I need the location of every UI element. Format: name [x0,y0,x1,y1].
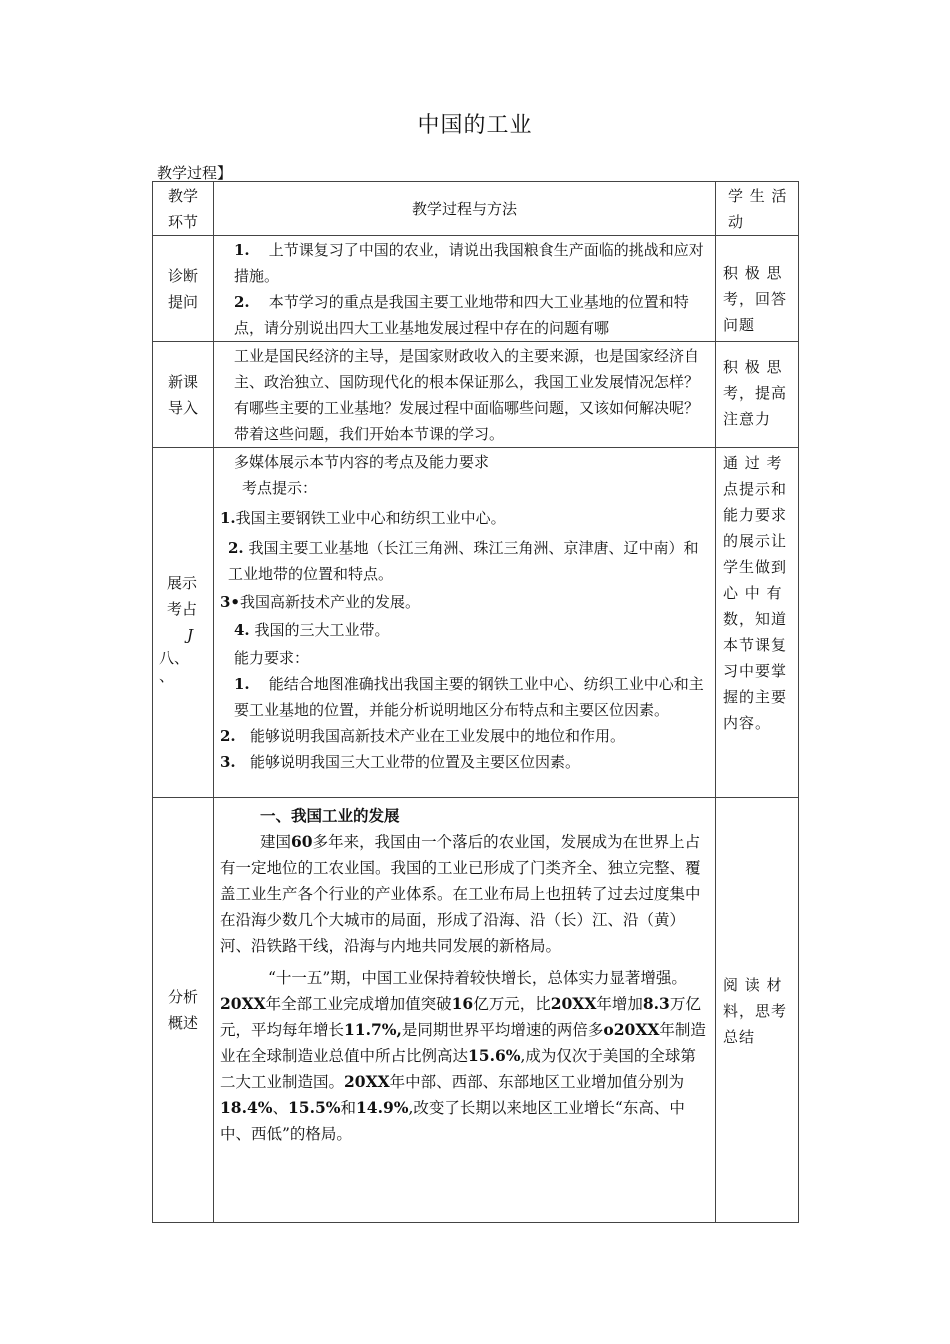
activity-cell [716,236,799,342]
activity-text: 积 极 思考，回答问题 [723,264,788,334]
process-cell [214,342,716,448]
display-intro: 多媒体展示本节内容的考点及能力要求 [234,453,490,471]
stage-label: 分析概述 [167,988,198,1032]
nengli-2 [220,723,709,749]
kaodian-2 [220,535,709,587]
p2-a: “十一五”期，中国工业保持着较快增长，总体实力显著增强。 [268,969,687,987]
p2-l: o20XX [603,1020,660,1039]
kaodian-4-text: 我国的三大工业带。 [249,621,390,639]
nengli-1 [220,671,709,723]
question-2-text: 本节学习的重点是我国主要工业地带和四大工业基地的位置和特点，请分别说出四大工业基地发展过程中存在的问题有哪 [234,293,689,337]
kaodian-1-number: 1. [220,509,236,527]
header-stage [153,182,214,236]
p2-u: 和 [340,1099,356,1117]
p2-j: 11.7%, [344,1020,402,1039]
p2-c: 年全部工业完成增加值突破 [265,995,452,1013]
p2-i: 万亿元，平均每年增长 [220,995,701,1039]
kaodian-3-number: 3• [220,593,241,611]
header-activity: 学 生 活动 [716,182,799,236]
kaodian-3-text: 我国高新技术产业的发展。 [240,593,421,611]
p2-q: 年中部、西部、东部地区工业增加值分别为 [389,1073,685,1091]
question-1 [220,237,709,289]
p2-h: 8.3 [642,994,670,1013]
process-cell [214,236,716,342]
table-header-row [153,182,799,236]
question-2 [220,289,709,341]
activity-text: 积 极 思考，提高注意力 [723,358,788,428]
p2-r: 18.4% [220,1098,273,1117]
p1-c: 多年来，我国由一个落后的农业国，发展成为在世界上占有一定地位的工农业国。我国的工业已形成了门类齐全、独立完整、覆盖工业生产各个行业的产业体系。在工业布局上也扭转了过去过度集中在沿海少数几个大城市的局面，形成了沿海、沿（长）江、沿（黄）河、沿铁路干线，沿海与内地共同发展的新格局。 [220,833,701,955]
kaodian-1-text: 我国主要钢铁工业中心和纺织工业中心。 [235,509,506,527]
kaodian-4-number: 4. [234,621,250,639]
activity-text: 通 过 考点提示和能力要求的展示让学生做到心 中 有数，知道本节课复习中要掌握的主要内容。 [723,454,788,732]
kaodian-1 [220,505,709,531]
stage-label-ba: 八、 [159,649,190,667]
header-stage-text: 教学环节 [167,187,198,231]
stage-cell [153,448,214,798]
question-2-number: 2. [234,293,250,311]
stage-label: 诊断提问 [167,266,198,311]
kaodian-2-text: 我国主要工业基地（长江三角洲、珠江三角洲、京津唐、辽中南）和工业地带的位置和特点。 [228,539,699,583]
stage-label: 展示考占 [167,574,198,618]
p2-g: 年增加 [596,995,643,1013]
intro-paragraph: 工业是国民经济的主导，是国家财政收入的主要来源，也是国家经济自主、政治独立、国防现代化的根本保证那么，我国工业发展情况怎样？有哪些主要的工业基地？发展过程中面临哪些问题，又该如何解决呢？带着这些问题，我们开始本节课的学习。 [234,347,700,443]
kaodian-4 [220,617,709,643]
nengli-3 [220,749,709,775]
stage-label: 新课导入 [167,372,198,417]
nengli-3-text: 能够说明我国三大工业带的位置及主要区位因素。 [249,753,580,771]
stage-label-mark: 、 [159,667,175,685]
p2-p: 20XX [344,1072,390,1091]
p2-w: ,改变了长期以来地区工业增长“东高、中中、西低”的格局。 [220,1099,685,1143]
p1-a: 建国 [260,833,292,851]
table-row [153,798,799,1223]
nengli-1-number: 1. [234,675,250,693]
nengli-1-text: 能结合地图准确找出我国主要的钢铁工业中心、纺织工业中心和主要工业基地的位置，并能分析说明地区分布特点和主要区位因素。 [234,675,704,719]
nengli-heading: 能力要求： [234,649,310,667]
table-row [153,342,799,448]
activity-cell [716,342,799,448]
nengli-2-number: 2. [220,727,236,745]
stage-cell [153,798,214,1223]
p2-v: 14.9% [356,1098,409,1117]
development-paragraph-2 [220,965,709,1147]
question-1-number: 1. [234,241,250,259]
p2-f: 20XX [550,994,597,1013]
stage-label-j: J [187,626,194,644]
nengli-2-text: 能够说明我国高新技术产业在工业发展中的地位和作用。 [249,727,625,745]
table-row [153,448,799,798]
section-heading: 一、我国工业的发展 [260,806,400,825]
kaodian-3 [220,589,709,615]
activity-cell [716,448,799,798]
header-process: 教学过程与方法 [214,182,716,236]
activity-text: 阅 读 材料，思考总结 [723,975,788,1046]
p2-e: 亿万元，比 [473,995,551,1013]
section-caption: 教学过程】 [157,164,233,182]
lesson-table [152,181,799,1223]
stage-cell [153,236,214,342]
p2-t: 15.5% [288,1098,341,1117]
kaodian-heading: 考点提示： [242,479,318,497]
p1-b: 60 [291,832,313,851]
kaodian-2-number: 2. [228,539,244,557]
p2-m: 年制造业在全球制造业总值中所占比例高达 [220,1021,706,1065]
p2-s: 、 [272,1099,288,1117]
process-cell [214,798,716,1223]
document-title: 中国的工业 [417,113,533,138]
p2-d: 16 [451,994,474,1013]
question-1-text: 上节课复习了中国的农业，请说出我国粮食生产面临的挑战和应对措施。 [234,241,704,285]
p2-o: ,成为仅次于美国的全球第二大工业制造国。 [220,1047,696,1091]
development-paragraph-1 [220,829,709,959]
table-row [153,236,799,342]
p2-b: 20XX [220,994,266,1013]
p2-n: 15.6% [468,1046,521,1065]
process-cell [214,448,716,798]
nengli-3-number: 3. [220,753,236,771]
stage-cell [153,342,214,448]
p2-k: 是同期世界平均增速的两倍多 [401,1021,604,1039]
activity-cell [716,798,799,1223]
